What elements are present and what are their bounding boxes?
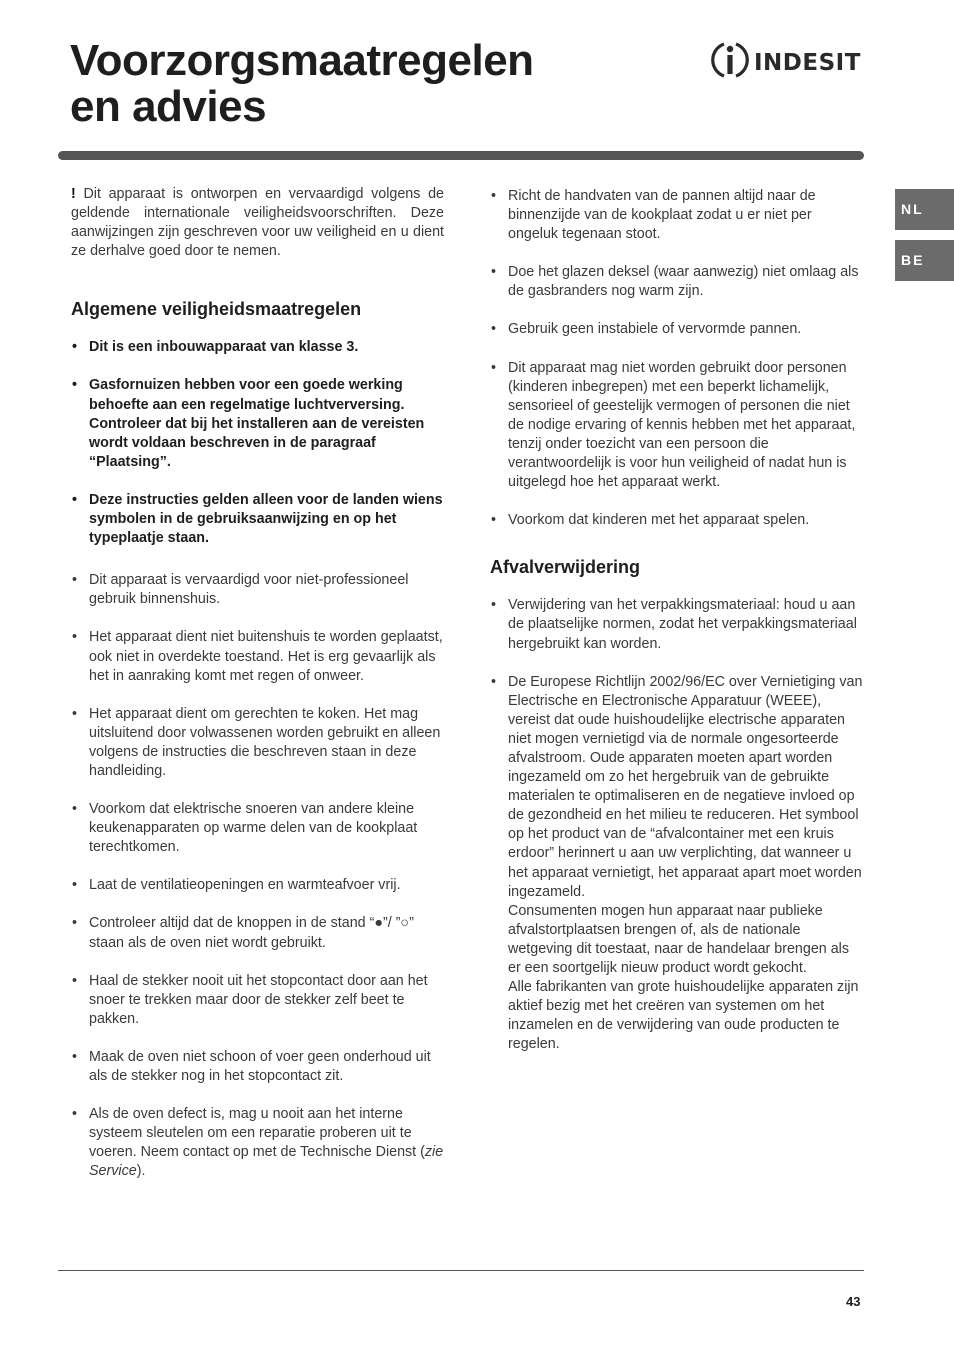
- list-item: • Dit is een inbouwapparaat van klasse 3.: [71, 338, 444, 357]
- disposal-list: [490, 596, 864, 1054]
- page-title: [70, 38, 534, 130]
- service-reference-link[interactable]: zie Service: [89, 1144, 444, 1180]
- header-divider: [58, 151, 864, 160]
- page-number: 43: [846, 1294, 861, 1309]
- list-item-text: Als de oven defect is, mag u nooit aan het interne systeem sleutelen om een reparatie proberen uit te voeren. Neem contact op met de Technische Dienst (: [89, 1106, 425, 1161]
- general-safety-list: [71, 338, 444, 1181]
- weee-paragraph-3: Alle fabrikanten van grote huishoudelijke apparaten zijn aktief bezig met het creëren van systemen om het inzamelen en de verwijdering van oude producten te regelen.: [508, 979, 859, 1053]
- list-item-text-end: ).: [136, 1163, 146, 1180]
- list-item: • Controleer altijd dat de knoppen in de stand “●”/ ”○” staan als de oven niet wordt gebruikt.: [71, 914, 444, 952]
- list-item: [490, 673, 864, 1055]
- list-item: • Maak de oven niet schoon of voer geen onderhoud uit als de stekker nog in het stopcontact zit.: [71, 1048, 444, 1086]
- list-item: [71, 1105, 444, 1181]
- list-item: • Haal de stekker nooit uit het stopcontact door aan het snoer te trekken maar door de stekker zelf beet te pakken.: [71, 972, 444, 1029]
- list-item: • Richt de handvaten van de pannen altijd naar de binnenzijde van de kookplaat zodat u er niet per ongeluk tegenaan stoot.: [490, 187, 864, 244]
- disposal-heading: Afvalverwijdering: [490, 557, 641, 578]
- warning-mark: !: [71, 186, 76, 202]
- list-item: • Dit apparaat is vervaardigd voor niet-professioneel gebruik binnenshuis.: [71, 571, 444, 609]
- right-column: [490, 187, 864, 1073]
- weee-paragraph-2: Consumenten mogen hun apparaat naar publieke afvalstortplaatsen brengen of, als de nationale wetgeving dit toestaat, naar de handelaar brengen als er een soortgelijk nieuw product wordt gekocht.: [508, 902, 849, 976]
- usage-safety-list: [490, 187, 864, 530]
- list-item: • Laat de ventilatieopeningen en warmteafvoer vrij.: [71, 876, 444, 895]
- general-safety-heading: Algemene veiligheidsmaatregelen: [71, 299, 362, 320]
- list-item: • Dit apparaat mag niet worden gebruikt door personen (kinderen inbegrepen) met een beperkt lichamelijk, sensorieel of geestelijk vermogen of personen die niet de nodige ervaring of kennis hebben met het apparaat, tenzij onder toezicht van een persoon die verantwoordelijk is voor hun veiligheid of nadat hun is uitgelegd hoe het apparaat werkt.: [490, 359, 864, 493]
- intro-paragraph: [71, 185, 444, 261]
- list-item: • Verwijdering van het verpakkingsmateriaal: houd u aan de plaatselijke normen, zodat het verpakkingsmateriaal hergebruikt kan worden.: [490, 596, 864, 653]
- list-item: • Voorkom dat kinderen met het apparaat spelen.: [490, 511, 864, 530]
- list-item: • Gebruik geen instabiele of vervormde pannen.: [490, 320, 864, 339]
- list-item: • Gasfornuizen hebben voor een goede werking behoefte aan een regelmatige luchtverversing. Controleer dat bij het installeren aan de vereisten wordt voldaan beschreven in de paragraaf “Plaatsing”.: [71, 376, 444, 471]
- list-item: • Het apparaat dient niet buitenshuis te worden geplaatst, ook niet in overdekte toestand. Het is erg gevaarlijk als het in aanraking komt met regen of onweer.: [71, 628, 444, 685]
- language-tab-be[interactable]: BE: [895, 240, 954, 281]
- list-item: • Voorkom dat elektrische snoeren van andere kleine keukenapparaten op warme delen van de kookplaat terechtkomen.: [71, 800, 444, 857]
- list-item: • Deze instructies gelden alleen voor de landen wiens symbolen in de gebruiksaanwijzing en op het typeplaatje staan.: [71, 491, 444, 548]
- intro-text: Dit apparaat is ontworpen en vervaardigd volgens de geldende internationale veiligheidsvoorschriften. Deze aanwijzingen zijn geschreven voor uw veiligheid en u dient ze derhalve goed door te nemen.: [71, 186, 444, 260]
- page-title-line-1: Voorzorgsmaatregelen: [70, 36, 534, 85]
- footer-divider: [58, 1270, 864, 1271]
- left-column: [71, 185, 444, 1200]
- indesit-logo: [710, 38, 870, 82]
- page-title-line-2: en advies: [70, 82, 267, 131]
- logo-text: INDESIT: [754, 50, 861, 76]
- language-tab-nl[interactable]: NL: [895, 189, 954, 230]
- weee-paragraph-1: • De Europese Richtlijn 2002/96/EC over Vernietiging van Electrische en Electronische Apparatuur (WEEE), vereist dat oude huishoudelijke electrische apparaten niet mogen vernietigd via de normale ongesorteerde afvalstroom. Oude apparaten moeten apart worden ingezameld om zo het hergebruik van de gebruikte materialen te optimaliseren en de negatieve invloed op de gezondheid en het milieu te reduceren. Het symbool op het product van de “afvalcontainer met een kruis erdoor” herinnert u aan uw verplichting, dat wanneer u het apparaat vernietigt, het apparaat apart moet worden ingezameld.: [508, 673, 863, 900]
- list-item: • Doe het glazen deksel (waar aanwezig) niet omlaag als de gasbranders nog warm zijn.: [490, 263, 864, 301]
- list-item: • Het apparaat dient om gerechten te koken. Het mag uitsluitend door volwassenen worden gebruikt en alleen volgens de instructies die beschreven staan in deze handleiding.: [71, 705, 444, 781]
